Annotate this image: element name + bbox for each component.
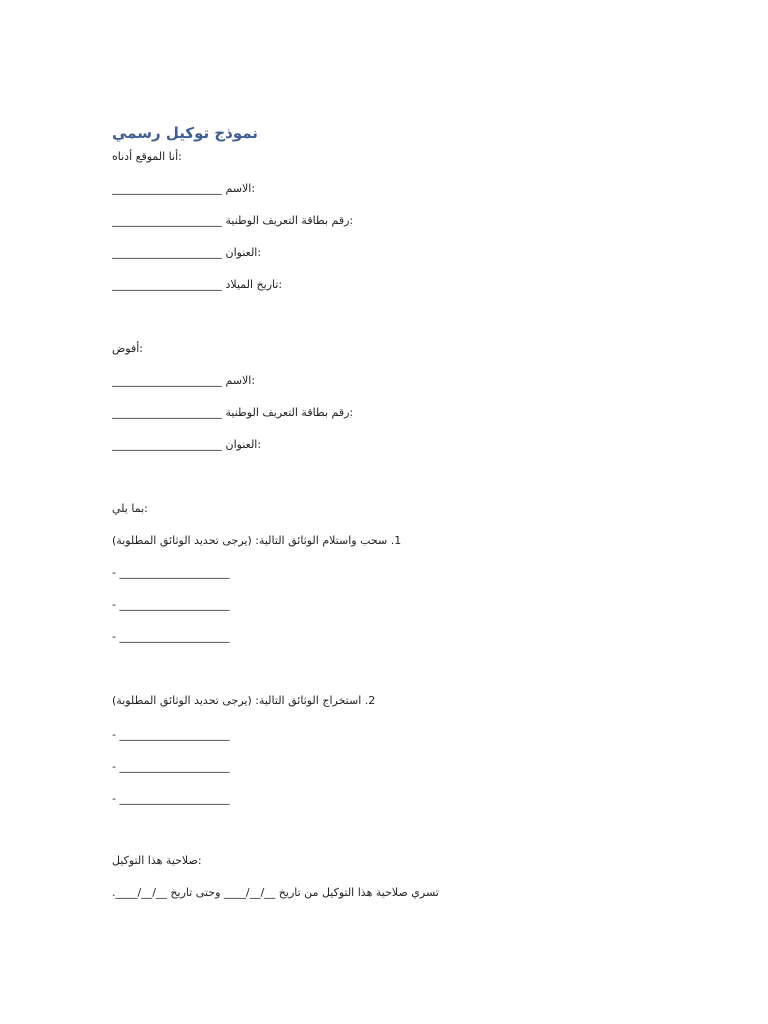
- item2-blank-line: - ____________________: [112, 728, 230, 741]
- document-title: نموذج توكيل رسمي: [112, 124, 258, 142]
- item1-blank-line: - ____________________: [112, 566, 230, 579]
- item1-heading: 1. سحب واستلام الوثائق التالية: (يرجى تحديد الوثائق المطلوبة): [112, 534, 402, 547]
- agent-name-field: :الاسم ____________________: [112, 374, 256, 387]
- principal-name-field: :الاسم ____________________: [112, 182, 256, 195]
- agent-address-field: :العنوان ____________________: [112, 438, 262, 451]
- scope-heading: :بما يلي: [112, 502, 148, 515]
- item1-blank-line: - ____________________: [112, 598, 230, 611]
- item2-blank-line: - ____________________: [112, 792, 230, 805]
- principal-id-field: :رقم بطاقة التعريف الوطنية ____________________: [112, 214, 354, 227]
- validity-text: تسري صلاحية هذا التوكيل من تاريخ __/__/____ وحتى تاريخ __/__/____.: [112, 886, 439, 899]
- validity-heading: :صلاحية هذا التوكيل: [112, 854, 202, 867]
- item1-blank-line: - ____________________: [112, 630, 230, 643]
- delegate-heading: :أفوض: [112, 342, 144, 355]
- item2-heading: 2. استخراج الوثائق التالية: (يرجى تحديد الوثائق المطلوبة): [112, 694, 376, 707]
- agent-id-field: :رقم بطاقة التعريف الوطنية ____________________: [112, 406, 354, 419]
- item2-blank-line: - ____________________: [112, 760, 230, 773]
- principal-address-field: :العنوان ____________________: [112, 246, 262, 259]
- intro-line: :أنا الموقع أدناه: [112, 150, 182, 163]
- principal-dob-field: :تاريخ الميلاد ____________________: [112, 278, 283, 291]
